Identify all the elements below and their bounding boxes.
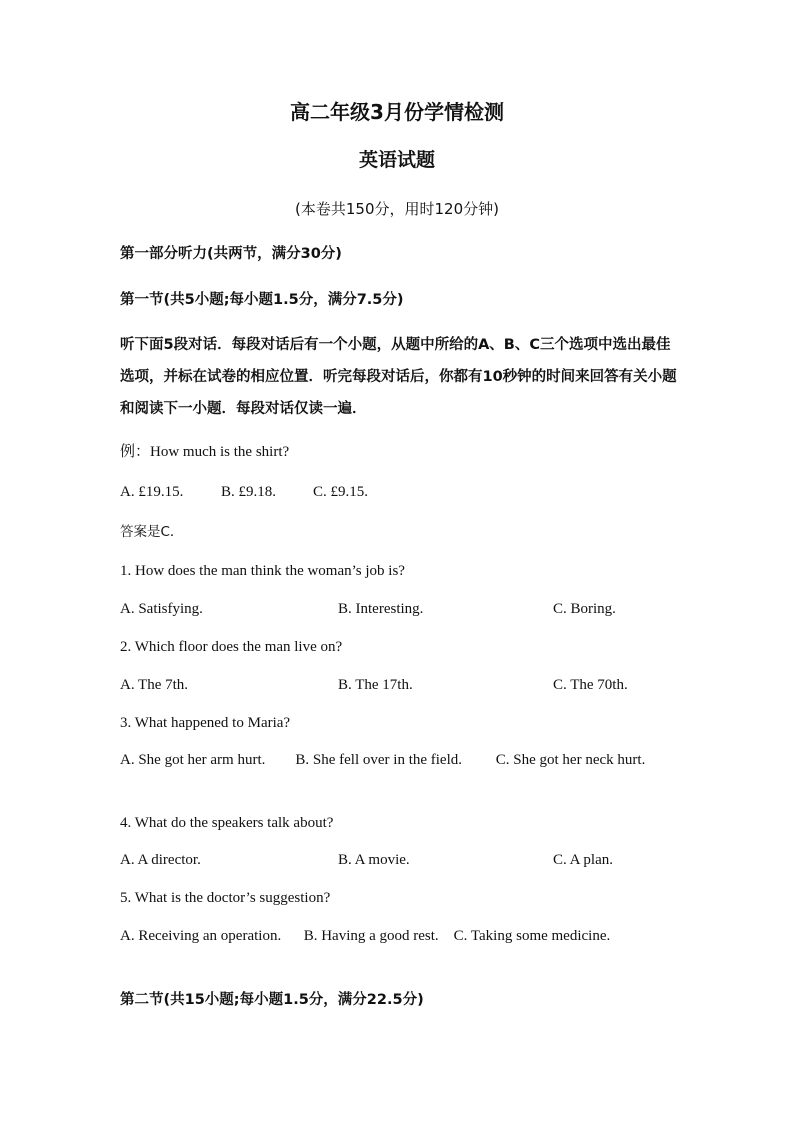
question-2: 2. Which floor does the man live on? [120, 639, 343, 655]
question-1: 1. How does the man think the woman’s job is? [120, 563, 405, 579]
exam-subject: 英语试题 [358, 149, 435, 171]
q2-option-b: B. The 17th. [338, 677, 413, 693]
q2-option-c: C. The 70th. [553, 677, 628, 693]
example-question: 例：How much is the shirt? [120, 444, 290, 460]
question-3: 3. What happened to Maria? [120, 715, 291, 731]
q1-option-c: C. Boring. [553, 601, 616, 617]
section2-heading: 第二节(共15小题;每小题1.5分，满分22.5分) [120, 992, 424, 1008]
exam-info: (本卷共150分，用时120分钟) [295, 200, 499, 218]
q1-option-a: A. Satisfying. [120, 601, 203, 617]
question-5: 5. What is the doctor’s suggestion? [120, 890, 331, 906]
q4-option-b: B. A movie. [338, 852, 410, 868]
listening-instructions: 听下面5段对话．每段对话后有一个小题，从题中所给的A、B、C三个选项中选出最佳选项，并标在试卷的相应位置．听完每段对话后，你都有10秒钟的时间来回答有关小题和阅读下一小题．每段对话仅读一遍． [120, 337, 677, 417]
example-option-b: B. £9.18. [221, 484, 277, 500]
exam-title: 高二年级3月份学情检测 [290, 100, 504, 124]
example-option-a: A. £19.15. [120, 484, 184, 500]
example-answer: 答案是C． [120, 524, 184, 540]
q2-option-a: A. The 7th. [120, 677, 189, 693]
q4-option-c: C. A plan. [553, 852, 614, 868]
example-option-c: C. £9.15. [313, 484, 369, 500]
section1-heading: 第一节(共5小题;每小题1.5分，满分7.5分) [120, 292, 404, 308]
part1-heading: 第一部分听力(共两节，满分30分) [120, 246, 342, 262]
q1-option-b: B. Interesting. [338, 601, 424, 617]
q5-options: A. Receiving an operation. B. Having a good rest. C. Taking some medicine. [120, 928, 611, 944]
q3-options: A. She got her arm hurt. B. She fell over in the field. C. She got her neck hurt. [120, 752, 646, 768]
q4-option-a: A. A director. [120, 852, 201, 868]
question-4: 4. What do the speakers talk about? [120, 815, 334, 831]
